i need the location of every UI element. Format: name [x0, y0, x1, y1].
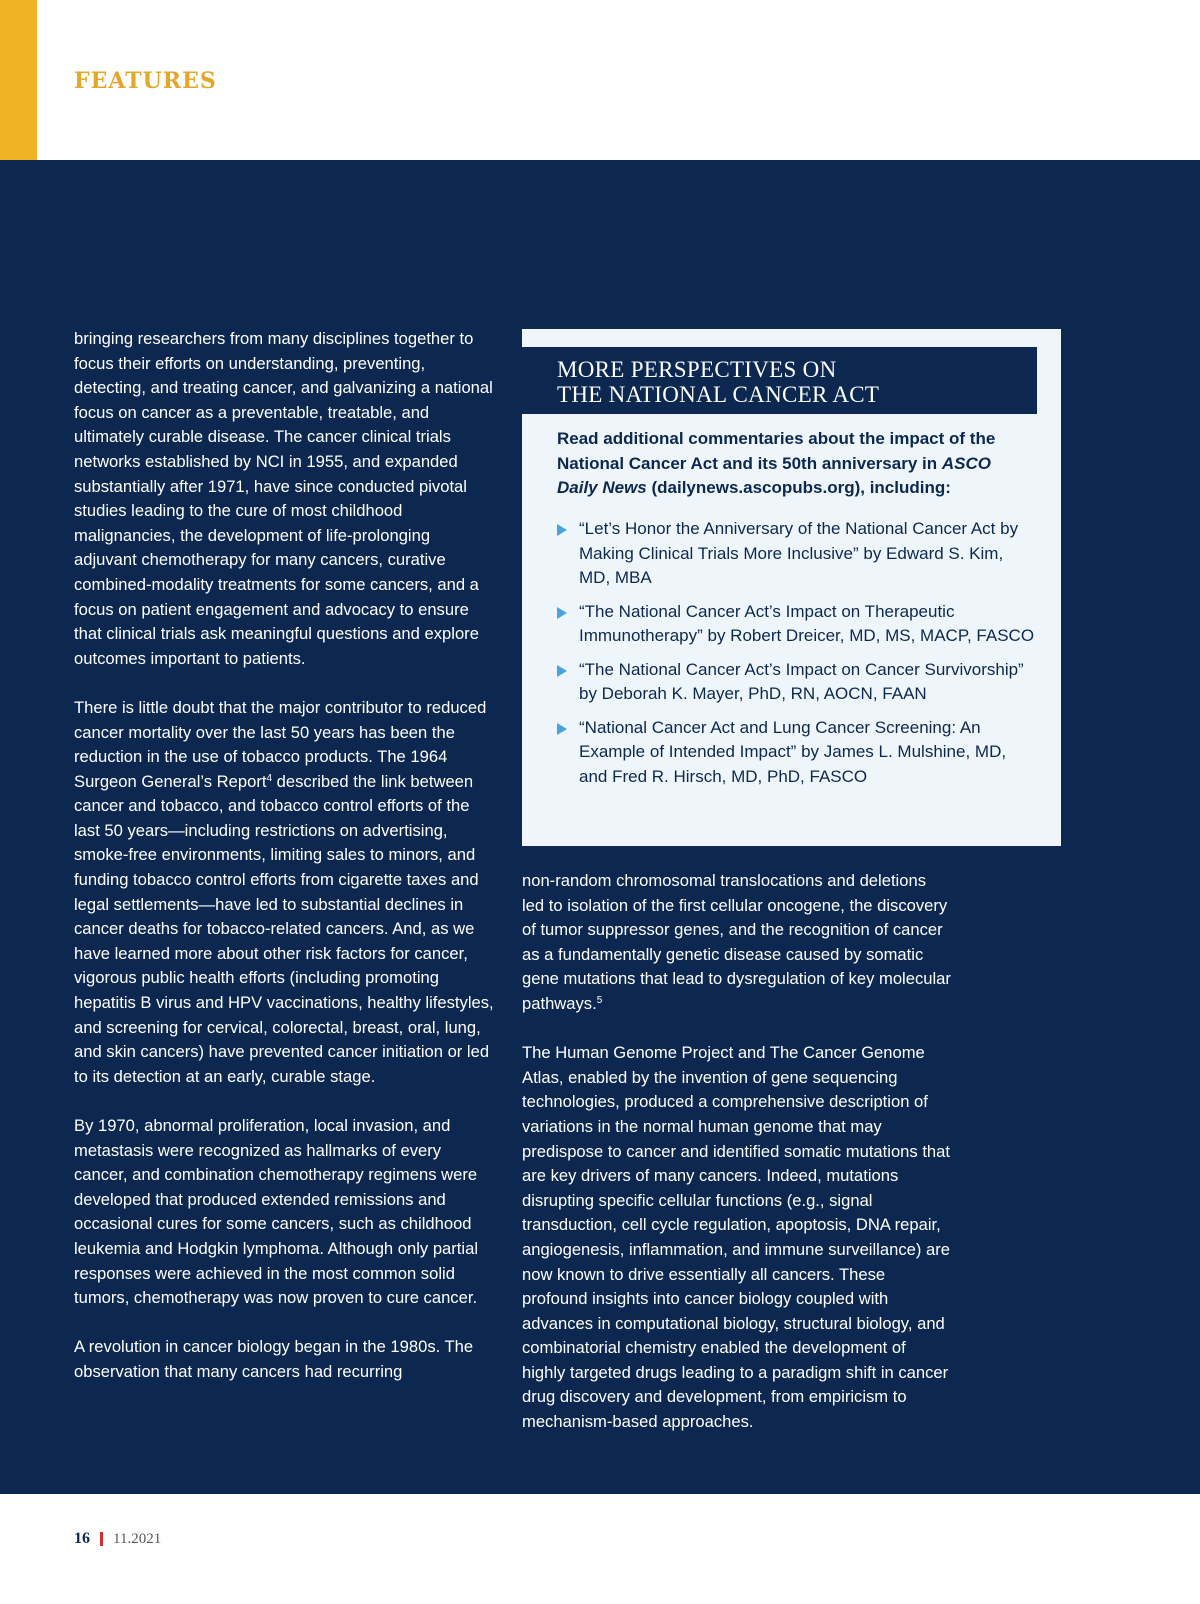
- list-item: “The National Cancer Act’s Impact on Cancer Survivorship” by Deborah K. Mayer, PhD, RN, AOCN, FAAN: [557, 658, 1037, 707]
- sidebar-title-line-1: MORE PERSPECTIVES ON: [557, 357, 837, 382]
- page-footer: [74, 1530, 161, 1548]
- body-paragraph: The Human Genome Project and The Cancer Genome Atlas, enabled by the invention of gene sequencing technologies, produced a comprehensive description of variations in the normal human genome that may predispose to cancer and identified somatic mutations that are key drivers of many cancers. Indeed, mutations disrupting specific cellular functions (e.g., signal transduction, cell cycle regulation, apoptosis, DNA repair, angiogenesis, inflammation, and immune surveillance) are now known to drive essentially all cancers. These profound insights into cancer biology coupled with advances in computational biology, structural biology, and combinatorial chemistry enabled the development of highly targeted drugs leading to a paradigm shift in cancer drug discovery and development, from empiricism to mechanism-based approaches.: [522, 1043, 950, 1432]
- triangle-bullet-icon: [557, 665, 567, 677]
- left-column: [74, 327, 494, 1385]
- list-item: “National Cancer Act and Lung Cancer Screening: An Example of Intended Impact” by James L. Mulshine, MD, and Fred R. Hirsch, MD, PhD, FASCO: [557, 716, 1037, 790]
- body-paragraph: By 1970, abnormal proliferation, local invasion, and metastasis were recognized as hallmarks of every cancer, and combination chemotherapy regimens were developed that produced extended remissions and occasional cures for some cancers, such as childhood leukemia and Hodgkin lymphoma. Although only partial responses were achieved in the most common solid tumors, chemotherapy was now proven to cure cancer.: [74, 1116, 479, 1308]
- body-paragraph: There is little doubt that the major contributor to reduced cancer mortality over the last 50 years has been the reduction in the use of tobacco products. The 1964 Surgeon General’s Report$^4$ described the link between cancer and tobacco, and tobacco control efforts of the last 50 years—including restrictions on advertising, smoke-free environments, limiting sales to minors, and funding tobacco control efforts from cigarette taxes and legal settlements—have led to substantial declines in cancer deaths for tobacco-related cancers. And, as we have learned more about other risk factors for cancer, vigorous public health efforts (including promoting hepatitis B virus and HPV vaccinations, healthy lifestyles, and screening for cervical, colorectal, breast, oral, lung, and skin cancers) have prevented cancer initiation or led to its detection at an early, curable stage.: [74, 697, 494, 1086]
- sidebar-header: [522, 347, 1037, 414]
- publication-name: ASCO Daily News: [557, 453, 991, 497]
- sidebar-title-line-2: THE NATIONAL CANCER ACT: [557, 382, 880, 407]
- commentary-list: [557, 517, 1037, 798]
- list-item: “Let’s Honor the Anniversary of the National Cancer Act by Making Clinical Trials More Inclusive” by Edward S. Kim, MD, MBA: [557, 517, 1037, 591]
- footer-divider: [100, 1532, 103, 1546]
- reference-superscript: 4: [266, 772, 273, 784]
- issue-date: 11.2021: [113, 1530, 162, 1547]
- triangle-bullet-icon: [557, 723, 567, 735]
- list-item: “The National Cancer Act’s Impact on Therapeutic Immunotherapy” by Robert Dreicer, MD, MS, MACP, FASCO: [557, 600, 1037, 649]
- right-column: [522, 869, 952, 1435]
- accent-bar: [0, 0, 37, 160]
- triangle-bullet-icon: [557, 524, 567, 536]
- page-number: 16: [74, 1530, 90, 1547]
- reference-superscript: 5: [596, 994, 603, 1006]
- body-paragraph: bringing researchers from many disciplines together to focus their efforts on understanding, preventing, detecting, and treating cancer, and galvanizing a national focus on cancer as a preventable, treatable, and ultimately curable disease. The cancer clinical trials networks established by NCI in 1955, and expanded substantially after 1971, have since conducted pivotal studies leading to the cure of most childhood malignancies, the development of life-prolonging adjuvant chemotherapy for many cancers, curative combined-modality treatments for some cancers, and a focus on patient engagement and advocacy to ensure that clinical trials ask meaningful questions and explore outcomes important to patients.: [74, 329, 493, 668]
- triangle-bullet-icon: [557, 607, 567, 619]
- perspectives-sidebar: [522, 329, 1061, 846]
- section-label: FEATURES: [74, 68, 217, 94]
- body-paragraph: non-random chromosomal translocations and deletions led to isolation of the first cellular oncogene, the discovery of tumor suppressor genes, and the recognition of cancer as a fundamentally genetic disease caused by somatic gene mutations that lead to dysregulation of key molecular pathways.$^5$: [522, 871, 951, 1013]
- body-paragraph: A revolution in cancer biology began in the 1980s. The observation that many cancers had recurring: [74, 1337, 474, 1381]
- sidebar-intro: Read additional commentaries about the impact of the National Cancer Act and its 50th anniversary in ASCO Daily News (dailynews.ascopubs.org), including:: [557, 429, 996, 497]
